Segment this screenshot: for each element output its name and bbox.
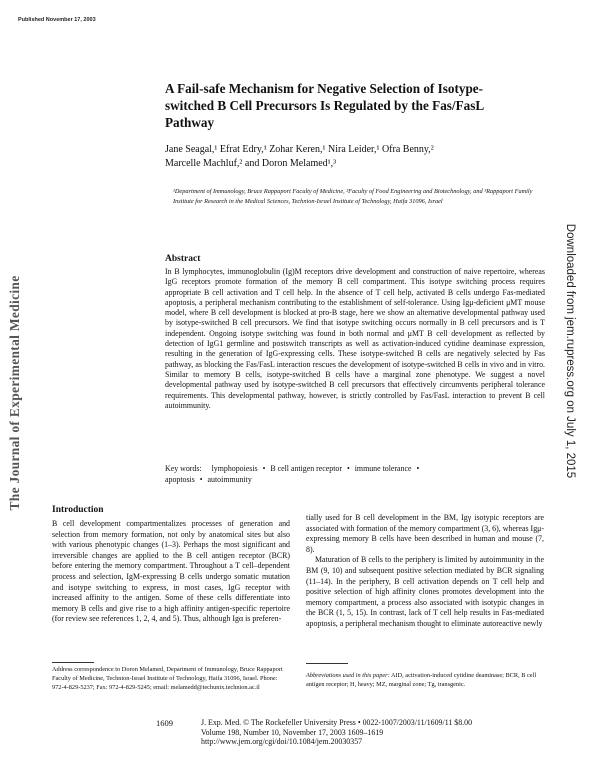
keyword-separator: • <box>346 464 350 473</box>
journal-name-text: The Journal of Experimental Medicine <box>7 275 22 511</box>
doi-link[interactable]: http://www.jem.org/cgi/doi/10.1084/jem.20030357 <box>201 737 363 747</box>
abstract-heading: Abstract <box>165 254 201 264</box>
keyword-separator: • <box>262 464 266 473</box>
footnote-divider <box>52 662 94 663</box>
introduction-paragraph: tially used for B cell development in the BM, Igγ isotypic receptors are associated with formation of the memory compartment (3, 6), whereas Igμ-expressing memory B cells have been described in human and mouse (7, 8). <box>306 513 544 554</box>
abbreviations-text: AID, activation-induced cytidine deaminase; BCR, B cell antigen receptor; H, heavy; MZ, marginal zone; Tg, transgenic. <box>306 672 537 688</box>
abbreviations-footnote <box>306 672 544 690</box>
keyword: autoimmunity <box>207 475 252 484</box>
keywords-label: Key words: <box>165 464 202 473</box>
published-date-note: Published November 17, 2003 <box>18 17 96 23</box>
page-number: 1609 <box>156 718 173 728</box>
abstract-text: In B lymphocytes, immunoglobulin (Ig)M receptors drive development and construction of naive repertoire, whereas IgG receptors promote formation of the memory B cell compartment. This isotype switching process requires appropriate B cell activation and T cell help. In the absence of T cell help, activated B cells undergo Fas-mediated apoptosis, a peripheral mechanism contributing to the establishment of self-tolerance. Using Igμ-deficient μMT mouse model, where B cell development is blocked at pro-B stage, here we show an alternative developmental pathway used by isotype-switched B cell precursors. We find that isotype switching occurs normally in B cell precursors and is T independent. Ongoing isotype switching was found in both normal and μMT B cell development as reflected by detection of IgG1 germline and postswitch transcripts as well as activation-induced cytidine deaminase expression, resulting in the generation of IgG-expressing cells. These isotype-switched B cells are negatively selected by Fas pathway, as blocking the Fas/FasL interaction rescues the development of isotype-switched B cells in vivo and in vitro. Similar to memory B cells, isotype-switched B cells have a marginal zone phenotype. We suggest a novel developmental pathway used by isotype-switched B cell precursors that effectively circumvents peripheral tolerance requirements. This developmental pathway, however, is strictly controlled by Fas/FasL interaction to prevent B cell autoimmunity. <box>165 267 545 410</box>
keyword: lymphopoiesis <box>211 464 258 473</box>
keyword: B cell antigen receptor <box>270 464 342 473</box>
keyword: apoptosis <box>165 475 195 484</box>
journal-name-sidebar <box>2 262 28 524</box>
introduction-heading: Introduction <box>52 505 104 515</box>
article-title: A Fail-safe Mechanism for Negative Selection of Isotype-switched B Cell Precursors Is Regulated by the Fas/FasL Pathway <box>165 81 484 130</box>
download-notice-sidebar <box>556 196 584 506</box>
keyword-separator: • <box>199 475 203 484</box>
correspondence-footnote: Address correspondence to Doron Melamed, Department of Immunology, Bruce Rappaport Faculty of Medicine, Technion-Israel Institute of Technology, Haifa 31096, Israel. Phone: 972-4-829-5237; Fax: 972-4-829-5245; email: melamedd@techunix.technion.ac.il <box>52 666 283 691</box>
authors-line-2: Marcelle Machluf,² and Doron Melamed¹,³ <box>165 157 337 169</box>
keyword: immune tolerance <box>354 464 412 473</box>
author-affiliations: ¹Department of Immunology, Bruce Rappaport Faculty of Medicine, ²Faculty of Food Engineering and Biotechnology, and ³Rappaport Family Institute for Research in the Medical Sciences, Technion-Israel Institute of Technology, Haifa 31096, Israel <box>173 188 533 205</box>
keywords-block <box>165 463 545 485</box>
introduction-left-column: B cell development compartmentalizes processes of generation and selection from memory formation, not only by anatomical sites but also with various phenotypic changes (1–3). Perhaps the most significant and irreversible changes are applied to the B cell antigen receptor (BCR) before entering the memory compartment. Throughout a T cell–dependent process and selection, IgM-expressing B cells undergo somatic mutation and isotype switching to express, in most cases, IgG receptor with increased affinity to the antigen. Some of these cells differentiate into memory B cells and give rise to a high affinity antigen-specific repertoire (for review see references 1, 2, 4, and 5). Thus, although Igα is preferen- <box>52 519 290 624</box>
citation-line: Volume 198, Number 10, November 17, 2003 1609–1619 <box>201 727 384 737</box>
abbreviations-label: Abbreviations used in this paper: <box>306 672 390 679</box>
introduction-right-column <box>306 513 544 630</box>
authors-line-1: Jane Seagal,¹ Efrat Edry,¹ Zohar Keren,¹ Nira Leider,¹ Ofra Benny,² <box>165 144 434 155</box>
citation-line: J. Exp. Med. © The Rockefeller University Press • 0022-1007/2003/11/1609/11 $8.00 <box>201 718 473 727</box>
footnote-divider <box>306 663 348 664</box>
introduction-paragraph: Maturation of B cells to the periphery is limited by autoimmunity in the BM (9, 10) and subsequent positive selection mediated by BCR signaling (11–14). In the periphery, B cell activation depends on T cell help and positive selection of high affinity clones promotes development into the memory compartment, a process also associated with isotypic changes in the BCR (1, 5, 15). In contrast, lack of T cell help results in Fas-mediated apoptosis, a peripheral mechanism thought to eliminate autoreactive newly <box>306 555 544 628</box>
journal-citation <box>201 718 561 747</box>
author-list <box>165 143 525 170</box>
keyword-separator: • <box>416 464 420 473</box>
download-notice-text: Downloaded from jem.rupress.org on July 1, 2015 <box>564 223 576 479</box>
